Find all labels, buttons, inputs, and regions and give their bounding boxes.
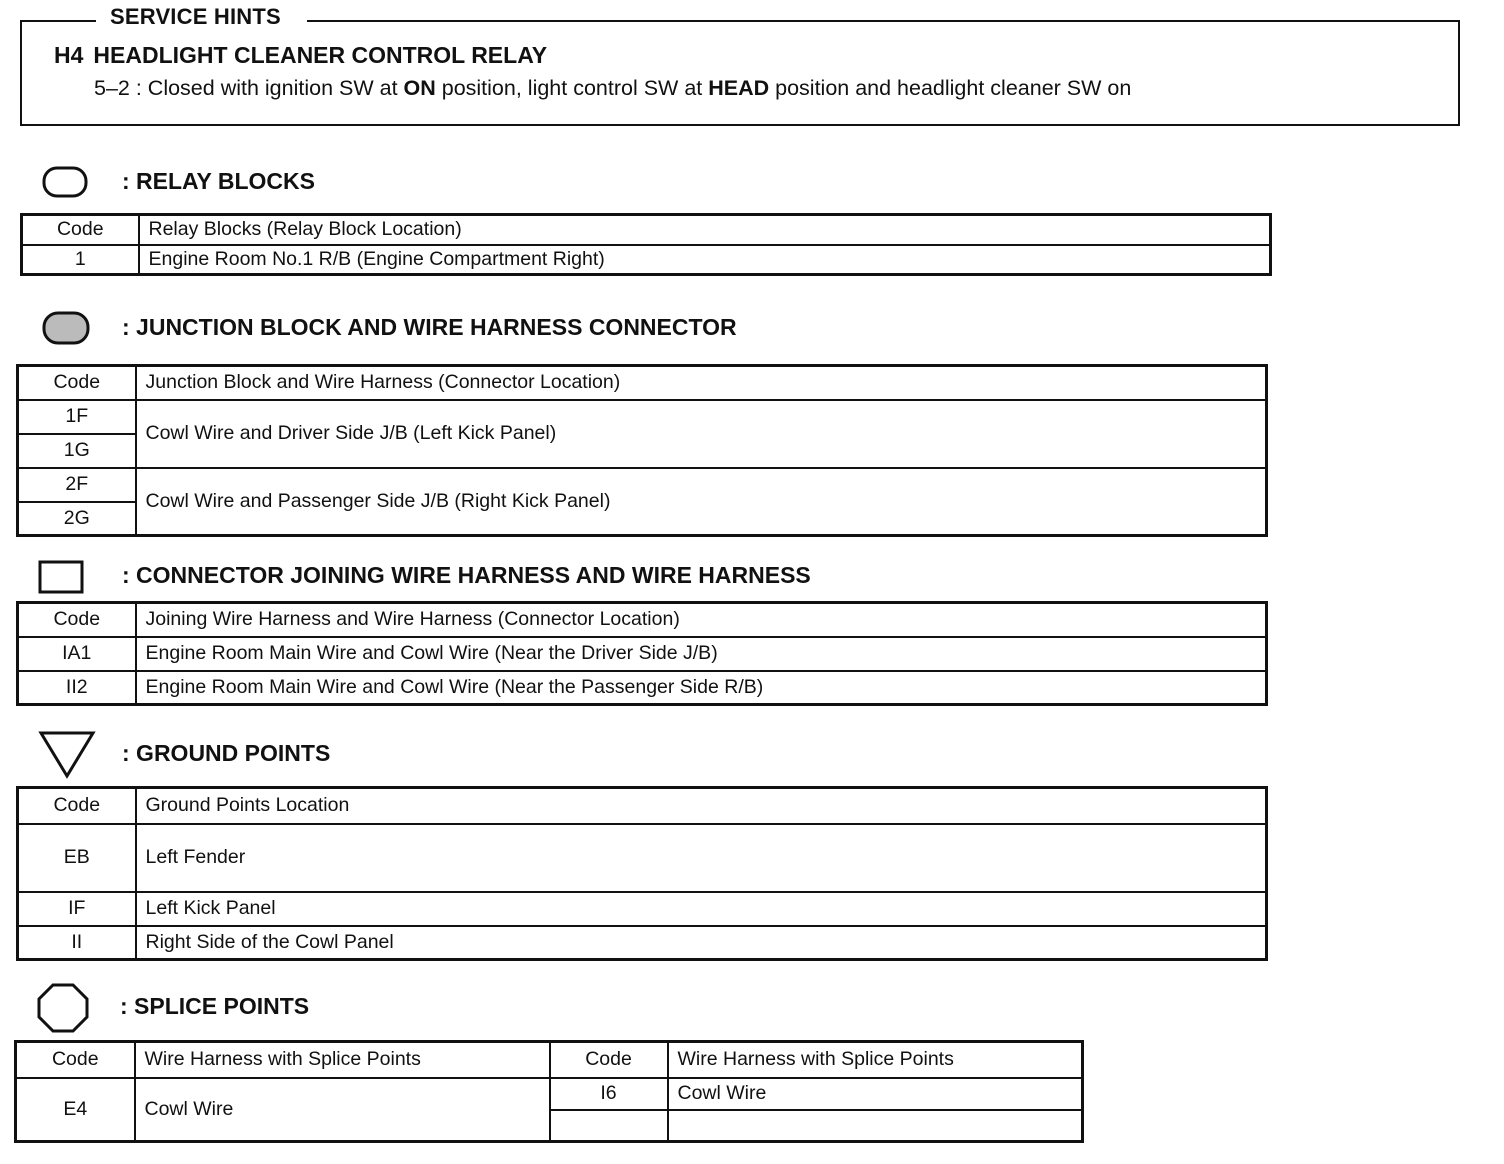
cell-code: IA1 [18, 637, 136, 671]
triangle-down-icon [38, 730, 96, 780]
relay-title: HEADLIGHT CLEANER CONTROL RELAY [93, 42, 548, 68]
cell-description-right: Cowl Wire [668, 1078, 1083, 1110]
cell-description: Engine Room Main Wire and Cowl Wire (Near the Driver Side J/B) [136, 637, 1267, 671]
cell-empty [668, 1110, 1083, 1142]
header-code: Code [22, 215, 139, 245]
header-description: Joining Wire Harness and Wire Harness (Connector Location) [136, 603, 1267, 637]
cell-description: Right Side of the Cowl Panel [136, 926, 1267, 960]
header-code: Code [18, 603, 136, 637]
header-code: Code [18, 788, 136, 824]
table-header-row [16, 1042, 1083, 1078]
connectors-title: : CONNECTOR JOINING WIRE HARNESS AND WIRE HARNESS [122, 562, 811, 588]
table-row [18, 468, 1267, 502]
splice-points-title: : SPLICE POINTS [120, 993, 310, 1019]
table-header-row [18, 788, 1267, 824]
hint-bold-head: HEAD [708, 76, 770, 100]
header-code-left: Code [16, 1042, 135, 1078]
service-hints-legend: SERVICE HINTS [96, 4, 307, 30]
cell-code: IF [18, 892, 136, 926]
cell-description: Left Fender [136, 824, 1267, 892]
table-row [18, 637, 1267, 671]
hint-text-1: 5–2 : Closed with ignition SW at [94, 76, 404, 100]
table-row [16, 1078, 1083, 1110]
header-description: Junction Block and Wire Harness (Connector Location) [136, 366, 1267, 400]
header-description-left: Wire Harness with Splice Points [135, 1042, 550, 1078]
cell-code-left: E4 [16, 1078, 135, 1142]
header-code: Code [18, 366, 136, 400]
header-description: Relay Blocks (Relay Block Location) [139, 215, 1271, 245]
cell-code: 2G [18, 502, 136, 536]
shaded-rounded-rectangle-icon [42, 311, 90, 345]
rectangle-icon [38, 560, 84, 594]
cell-empty [550, 1110, 668, 1142]
ground-points-title: : GROUND POINTS [122, 740, 331, 766]
cell-code: 1F [18, 400, 136, 434]
connectors-table [16, 601, 1268, 706]
relay-code: H4 [54, 42, 84, 68]
service-hints-box [20, 20, 1460, 126]
service-hints-heading [54, 42, 557, 69]
cell-description-left: Cowl Wire [135, 1078, 550, 1142]
table-row [18, 926, 1267, 960]
hint-bold-on: ON [403, 76, 436, 100]
octagon-icon [36, 982, 90, 1034]
junction-blocks-title: : JUNCTION BLOCK AND WIRE HARNESS CONNECTOR [122, 314, 737, 340]
table-row [18, 892, 1267, 926]
table-header-row [18, 603, 1267, 637]
hint-text-2: position, light control SW at [435, 76, 709, 100]
service-hints-line [94, 76, 1131, 101]
header-code-right: Code [550, 1042, 668, 1078]
splice-points-table [14, 1040, 1084, 1143]
cell-description: Engine Room No.1 R/B (Engine Compartment Right) [139, 245, 1271, 275]
cell-code: EB [18, 824, 136, 892]
table-row [18, 671, 1267, 705]
table-header-row [18, 366, 1267, 400]
junction-blocks-table [16, 364, 1268, 537]
header-description: Ground Points Location [136, 788, 1267, 824]
cell-description: Cowl Wire and Passenger Side J/B (Right Kick Panel) [136, 468, 1267, 536]
cell-description: Cowl Wire and Driver Side J/B (Left Kick Panel) [136, 400, 1267, 468]
table-row [18, 400, 1267, 434]
table-row [22, 245, 1271, 275]
relay-blocks-table [20, 213, 1272, 276]
cell-code: 1 [22, 245, 139, 275]
relay-blocks-title: : RELAY BLOCKS [122, 168, 315, 194]
cell-description: Left Kick Panel [136, 892, 1267, 926]
ground-points-table [16, 786, 1268, 961]
header-description-right: Wire Harness with Splice Points [668, 1042, 1083, 1078]
cell-description: Engine Room Main Wire and Cowl Wire (Near the Passenger Side R/B) [136, 671, 1267, 705]
cell-code: II2 [18, 671, 136, 705]
hint-text-3: position and headlight cleaner SW on [769, 76, 1132, 100]
cell-code: 2F [18, 468, 136, 502]
table-header-row [22, 215, 1271, 245]
rounded-rectangle-icon [42, 166, 88, 198]
cell-code-right: I6 [550, 1078, 668, 1110]
cell-code: II [18, 926, 136, 960]
cell-code: 1G [18, 434, 136, 468]
table-row [18, 824, 1267, 892]
